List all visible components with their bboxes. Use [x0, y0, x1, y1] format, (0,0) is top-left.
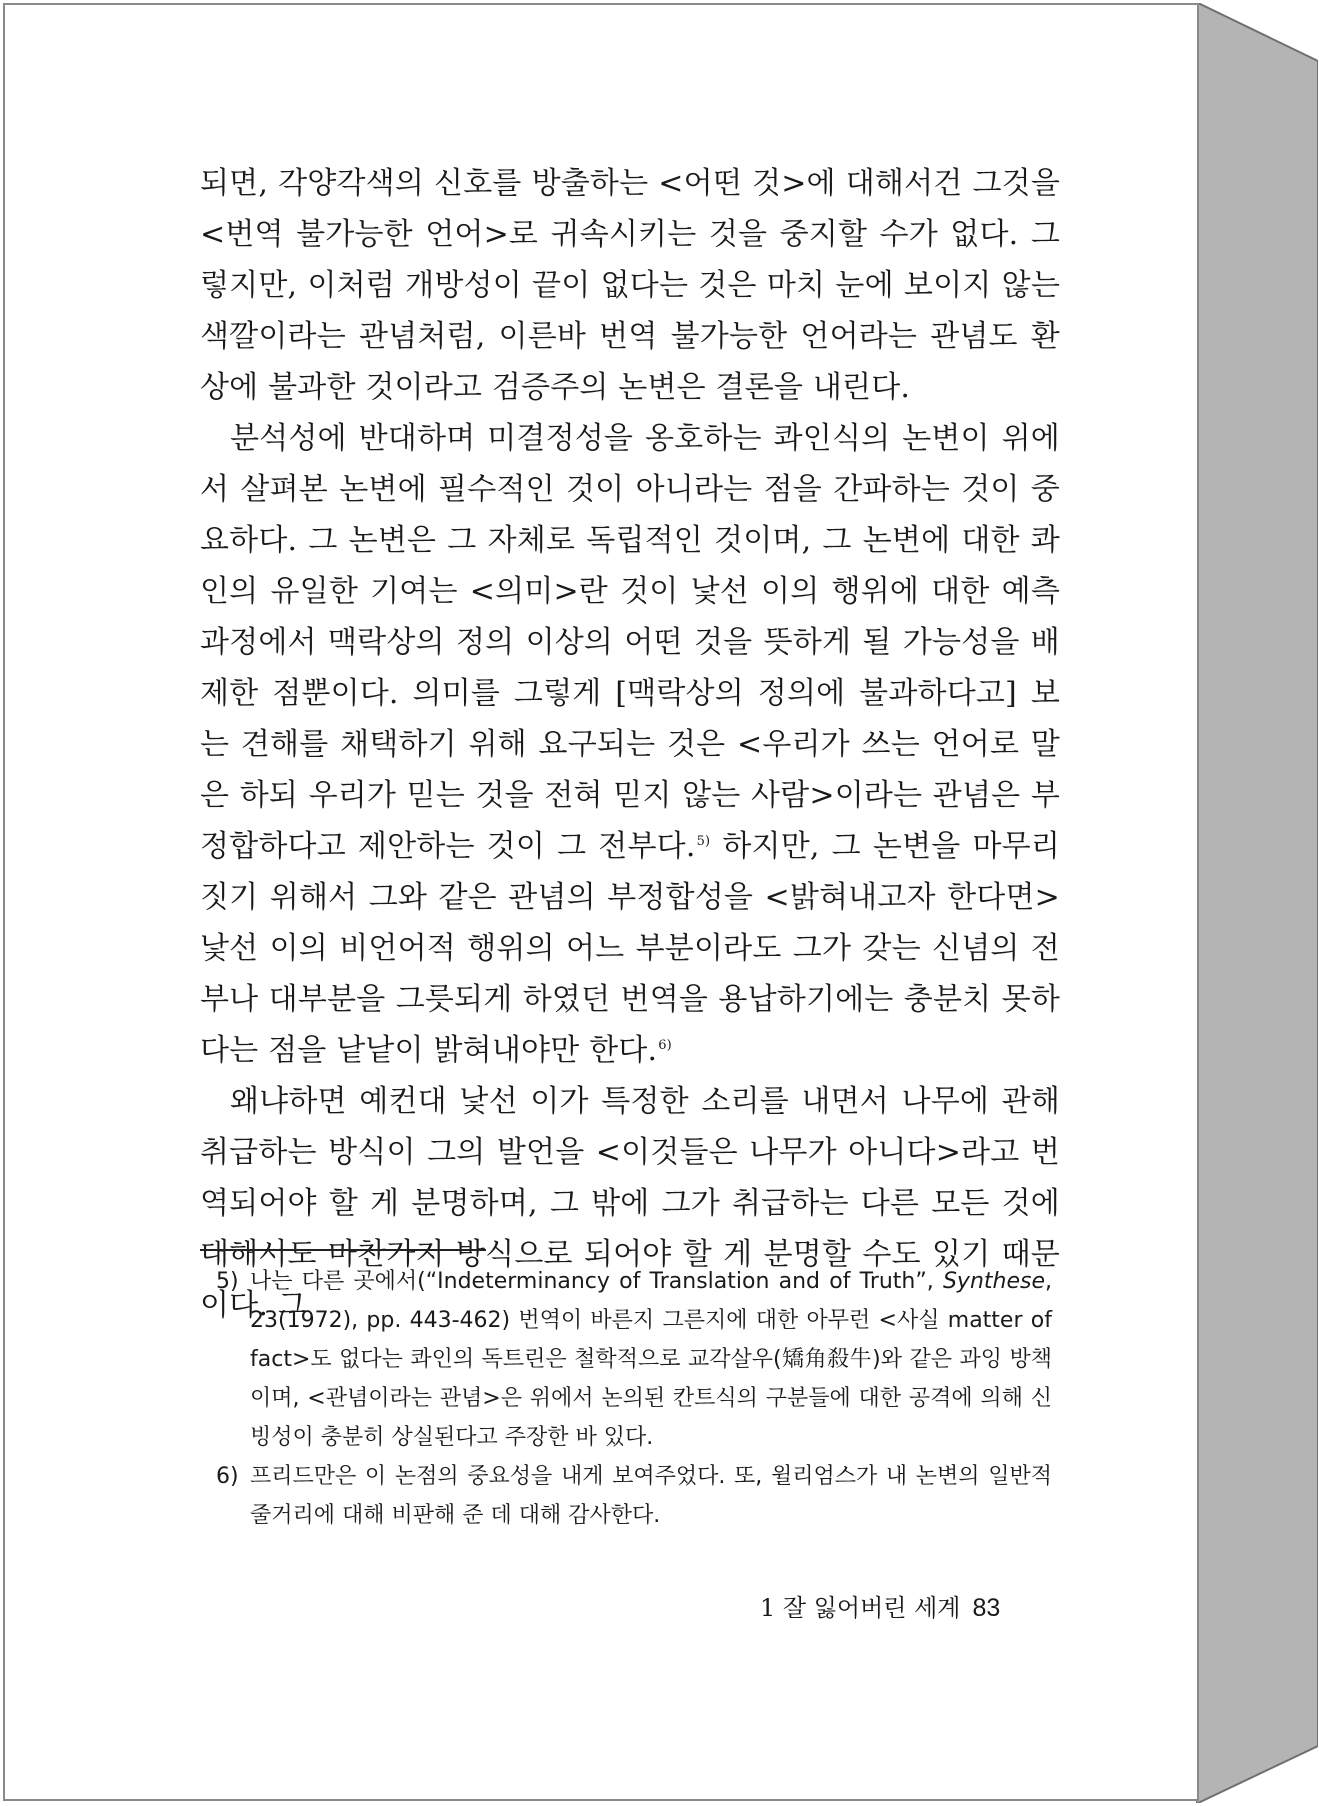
footnote-5: [216, 1262, 1052, 1457]
paragraph-2-text-a: 분석성에 반대하며 미결정성을 옹호하는 콰인식의 논변이 위에서 살펴본 논변에 필수적인 것이 아니라는 점을 간파하는 것이 중요하다. 그 논변은 그 자체로 독립적인 것이며, 그 논변에 대한 콰인의 유일한 기여는 <의미>란 것이 낯선 이의 행위에 대한 예측 과정에서 맥락상의 정의 이상의 어떤 것을 뜻하게 될 가능성을 배제한 점뿐이다. 의미를 그렇게 [맥락상의 정의에 불과하다고] 보는 견해를 채택하기 위해 요구되는 것은 <우리가 쓰는 언어로 말은 하되 우리가 믿는 것을 전혀 믿지 않는 사람>이라는 관념은 부정합하다고 제안하는 것이 그 전부다.: [200, 421, 1060, 864]
footnote-5-text-a: 나는 다른 곳에서(“Indeterminancy of Translation and of Truth”,: [250, 1269, 943, 1294]
chapter-title: 1 잘 잃어버린 세계: [760, 1594, 961, 1622]
footnote-number: 5): [216, 1269, 239, 1294]
footnote-divider: [200, 1249, 486, 1251]
page-number: 83: [972, 1594, 1001, 1622]
footnotes: [216, 1262, 1052, 1535]
paragraph-3-text: 왜냐하면 예컨대 낯선 이가 특정한 소리를 내면서 나무에 관해 취급하는 방식이 그의 발언을 <이것들은 나무가 아니다>라고 번역되어야 할 게 분명하며, 그 밖에 그가 취급하는 다른 모든 것에 대해서도 마찬가지 방식으로 되어야 할 게 분명할 수도 있기 때문이다. 그: [200, 1084, 1060, 1323]
footnote-number: 6): [216, 1464, 239, 1489]
running-footer: [760, 1588, 1060, 1623]
footnote-6-text: 프리드만은 이 논점의 중요성을 내게 보여주었다. 또, 윌리엄스가 내 논변의 일반적 줄거리에 대해 비판해 준 데 대해 감사한다.: [250, 1464, 1052, 1528]
footnote-ref-6: 6): [658, 1038, 672, 1053]
footnote-5-text-b: , 23(1972), pp. 443-462) 번역이 바른지 그른지에 대한 아무런 <사실 matter of fact>도 없다는 콰인의 독트린은 철학적으로 교각살우(矯角殺牛)와 같은 과잉 방책이며, <관념이라는 관념>은 위에서 논의된 칸트식의 구분들에 대한 공격에 의해 신빙성이 충분히 상실된다고 주장한 바 있다.: [250, 1269, 1052, 1450]
paragraph-analyticity: [200, 413, 1060, 1076]
book-edge-shadow: [1196, 3, 1318, 1803]
footnote-5-journal-title: Synthese: [942, 1269, 1045, 1294]
body-text: [200, 158, 1060, 1331]
paragraph-2-text-b: 하지만, 그 논변을 마무리짓기 위해서 그와 같은 관념의 부정합성을 <밝혀내고자 한다면> 낯선 이의 비언어적 행위의 어느 부분이라도 그가 갖는 신념의 전부나 대부분을 그릇되게 하였던 번역을 용납하기에는 충분치 못하다는 점을 낱낱이 밝혀내야만 한다.: [200, 829, 1060, 1068]
footnote-text: [250, 1262, 1052, 1457]
footnote-ref-5: 5): [696, 834, 711, 849]
footnote-6: [216, 1457, 1052, 1535]
paragraph-continued: [200, 158, 1060, 413]
paragraph-1-text: 되면, 각양각색의 신호를 방출하는 <어떤 것>에 대해서건 그것을 <번역 불가능한 언어>로 귀속시키는 것을 중지할 수가 없다. 그렇지만, 이처럼 개방성이 끝이 없다는 것은 마치 눈에 보이지 않는 색깔이라는 관념처럼, 이른바 번역 불가능한 언어라는 관념도 환상에 불과한 것이라고 검증주의 논변은 결론을 내린다.: [200, 166, 1060, 405]
